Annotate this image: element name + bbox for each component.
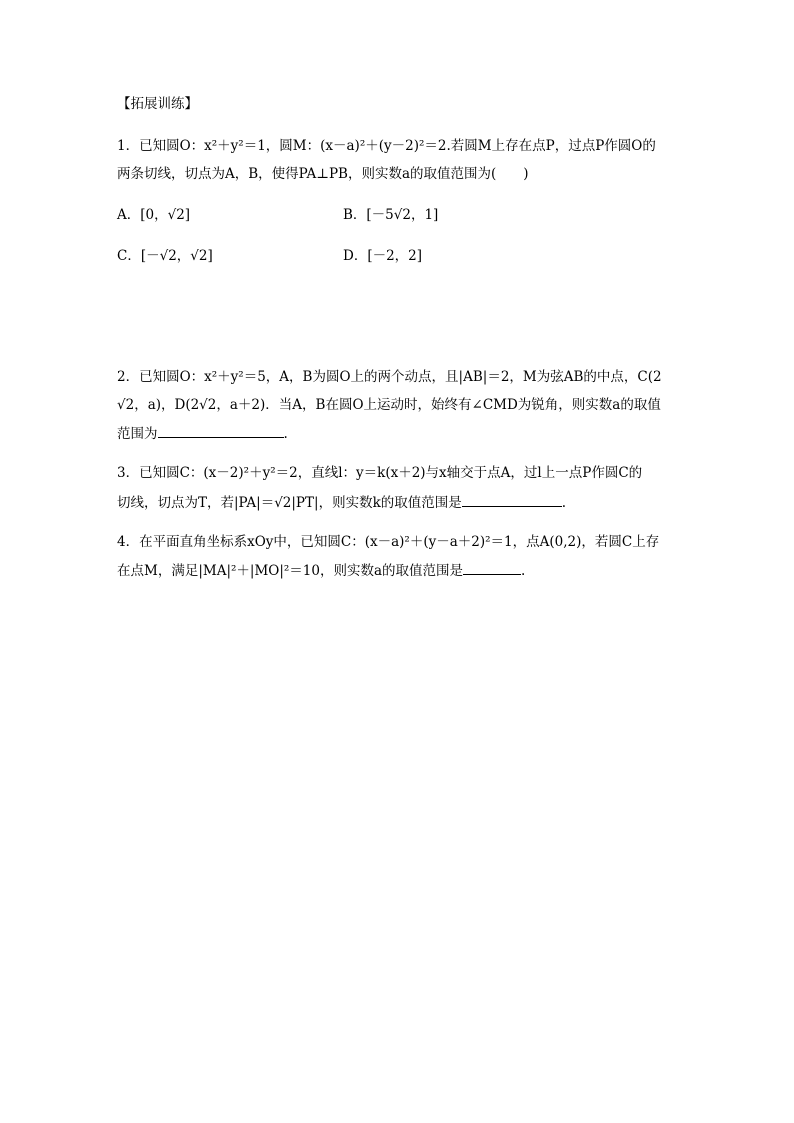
question-4-line-2	[117, 560, 525, 580]
question-1-option-b: B．[－5√2，1]	[343, 207, 439, 223]
question-4-period: .	[521, 563, 526, 579]
answer-blank	[463, 560, 521, 575]
question-4-line-2-text: 在点M，满足|MA|²＋|MO|²＝10，则实数a的取值范围是	[117, 563, 464, 579]
question-1-option-a: A．[0，√2]	[117, 207, 191, 223]
question-3-period: .	[561, 495, 567, 511]
answer-blank	[462, 492, 562, 507]
question-2-line-2: √2，a)，D(2√2，a＋2)．当A，B在圆O上运动时，始终有∠CMD为锐角，则实数a的取值	[117, 397, 661, 413]
answer-blank	[158, 423, 284, 438]
question-2-line-3-text: 范围为	[117, 426, 158, 442]
question-3-line-2-text: 切线，切点为T，若|PA|＝√2|PT|，则实数k的取值范围是	[117, 495, 462, 511]
question-2-period: .	[283, 426, 288, 442]
question-1-line-2: 两条切线，切点为A，B，使得PA⊥PB，则实数a的取值范围为( )	[117, 166, 529, 182]
question-2-line-3	[117, 423, 288, 443]
question-2-line-1: 2．已知圆O：x²＋y²＝5，A，B为圆O上的两个动点，且|AB|＝2，M为弦AB的中点，C(2	[117, 369, 662, 385]
section-title: 【拓展训练】	[117, 96, 198, 112]
question-1-line-1: 1．已知圆O：x²＋y²＝1，圆M：(x－a)²＋(y－2)²＝2.若圆M上存在点P，过点P作圆O的	[117, 138, 656, 154]
question-4-line-1: 4．在平面直角坐标系xOy中，已知圆C：(x－a)²＋(y－a＋2)²＝1，点A(0,2)，若圆C上存	[117, 534, 660, 550]
question-3-line-2	[117, 492, 566, 512]
question-1-option-c: C．[－√2，√2]	[117, 248, 213, 264]
question-1-option-d: D．[－2，2]	[343, 248, 423, 264]
question-3-line-1: 3．已知圆C：(x－2)²＋y²＝2，直线l：y＝k(x＋2)与x轴交于点A，过l上一点P作圆C的	[117, 465, 643, 481]
